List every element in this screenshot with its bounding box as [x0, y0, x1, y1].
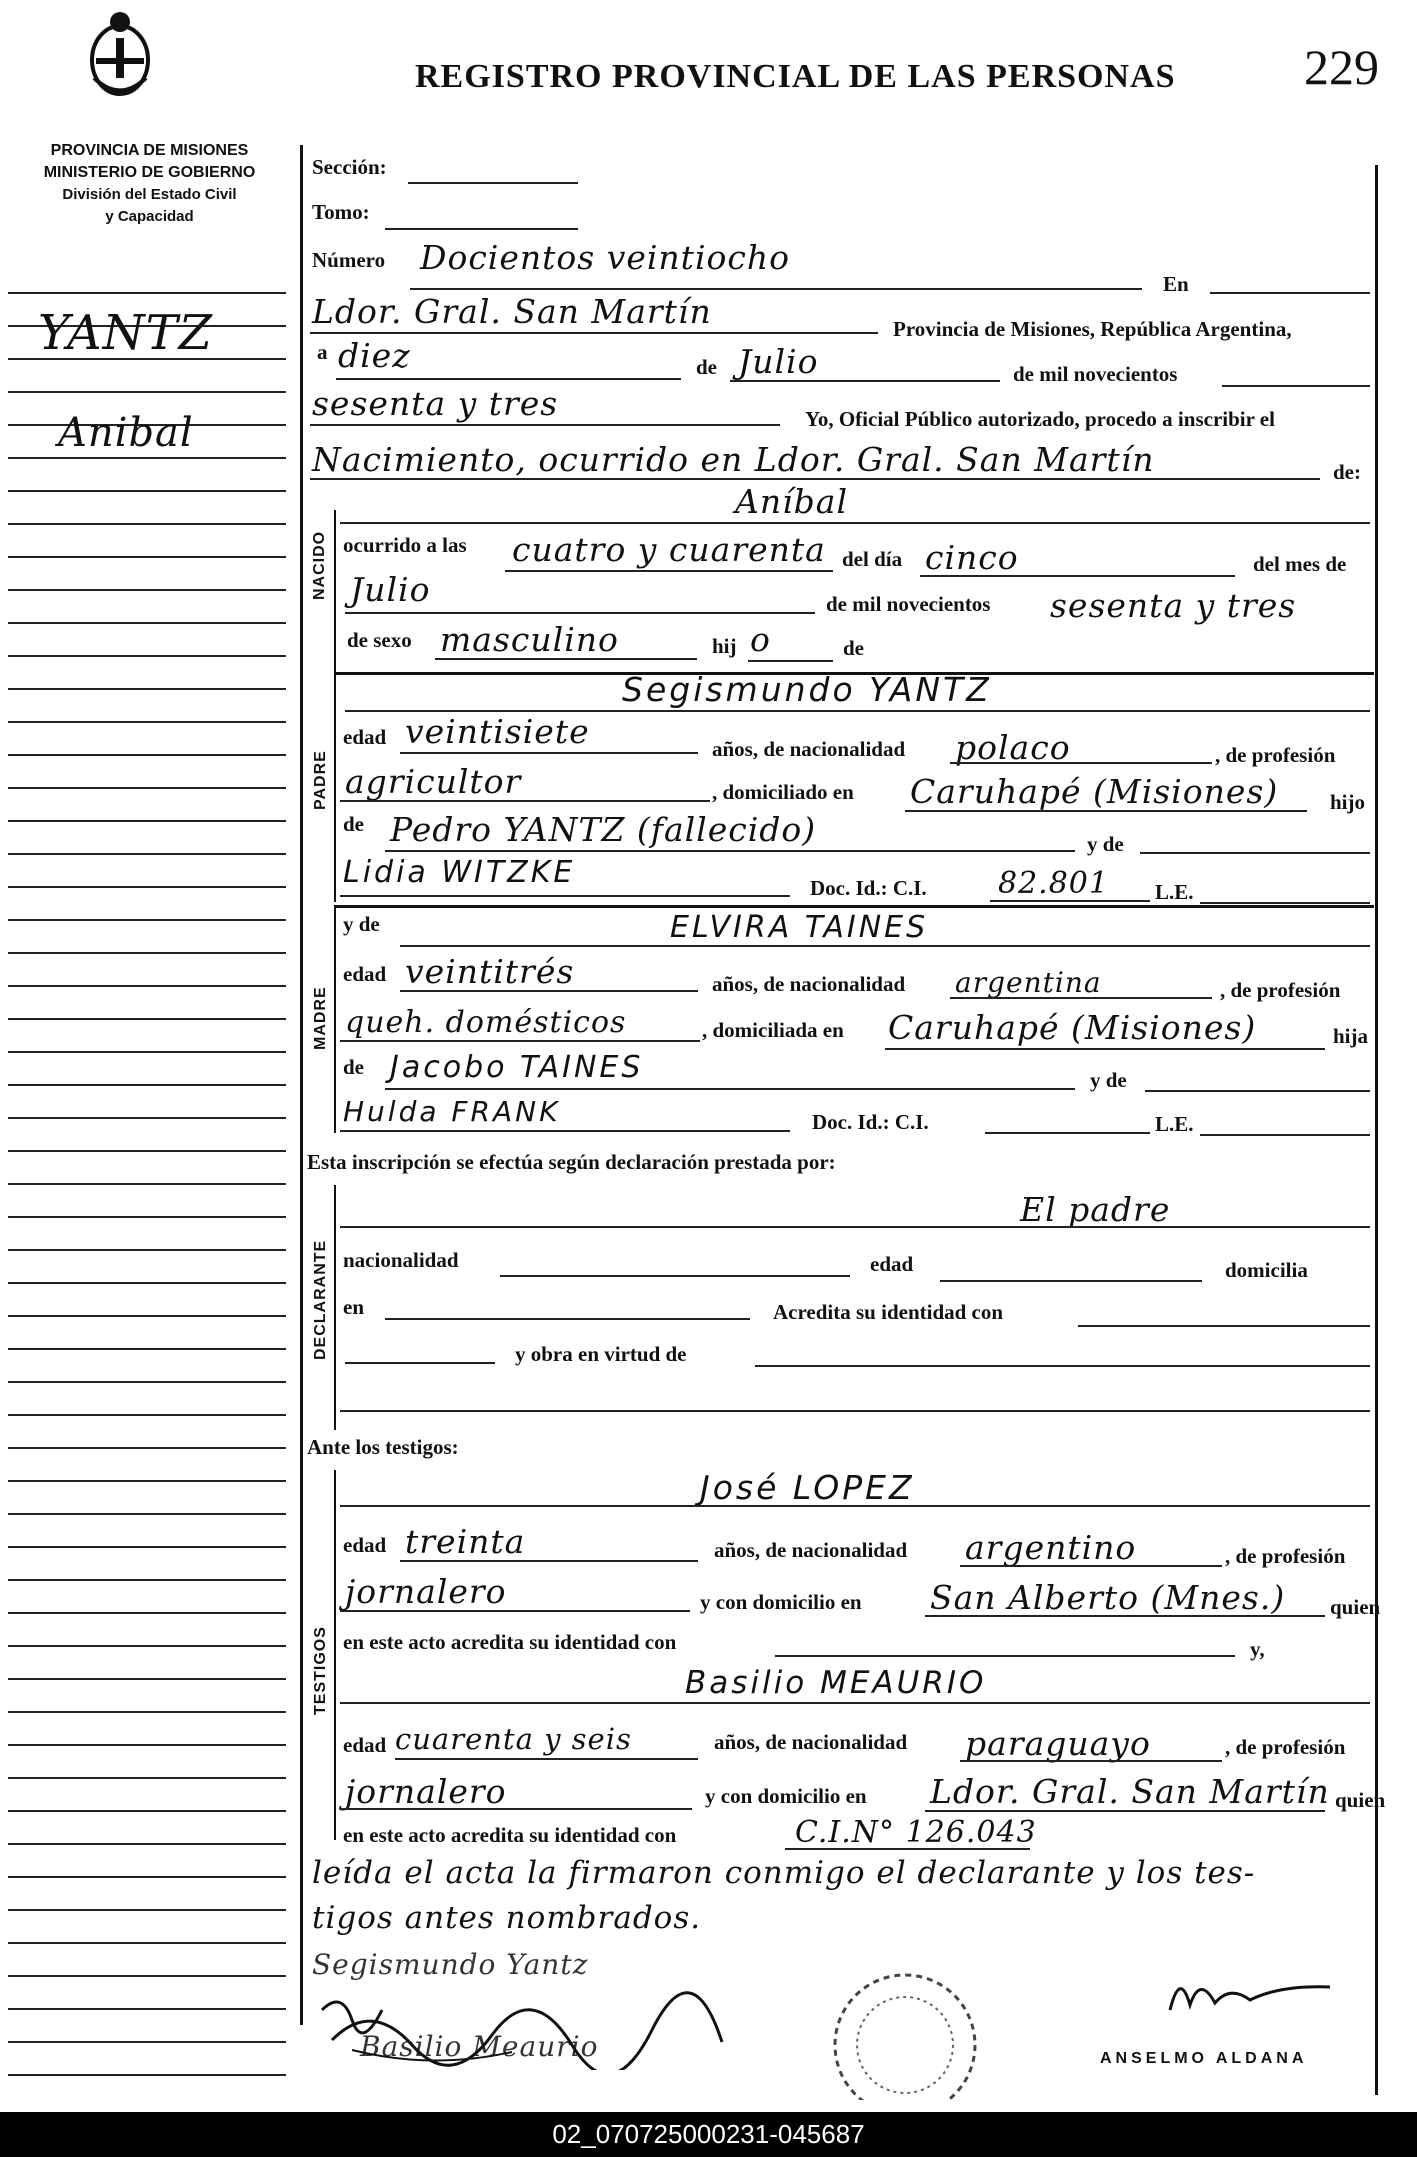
entry-acto: Nacimiento, ocurrido en Ldor. Gral. San Martín [312, 440, 1155, 479]
margin-line [8, 2041, 286, 2043]
document-title: REGISTRO PROVINCIAL DE LAS PERSONAS [415, 58, 1176, 95]
entry-madre-madre: Hulda FRANK [343, 1095, 561, 1128]
label-de: de [696, 355, 717, 379]
label-con-domicilio-t2: y con domicilio en [705, 1784, 867, 1808]
footer-id: 02_070725000231-045687 [552, 2119, 865, 2149]
label-de3: de [343, 812, 364, 836]
margin-line [8, 721, 286, 723]
label-provincia: Provincia de Misiones, República Argentina, [893, 317, 1292, 341]
label-con-domicilio-t1: y con domicilio en [700, 1590, 862, 1614]
label-ocurrido: ocurrido a las [343, 533, 467, 557]
signature-father-text: Segismundo Yantz [312, 1948, 589, 1981]
margin-line [8, 1282, 286, 1284]
margin-line [8, 1579, 286, 1581]
margin-line [8, 1447, 286, 1449]
signature-witness-text: Basilio Meaurio [360, 2030, 599, 2063]
entry-padre-prof: agricultor [345, 762, 522, 801]
label-inscripcion: Esta inscripción se efectúa según declaración prestada por: [307, 1150, 836, 1174]
entry-t2-edad: cuarenta y seis [395, 1722, 632, 1756]
label-acto-t1: en este acto acredita su identidad con [343, 1630, 677, 1654]
label-sexo: de sexo [347, 628, 412, 652]
margin-line [8, 1084, 286, 1086]
margin-line [8, 1909, 286, 1911]
label-domiciliado: , domiciliado en [712, 780, 854, 804]
entry-padre-nombre: Segismundo YANTZ [622, 670, 992, 709]
margin-line [8, 1051, 286, 1053]
label-anos-nac-madre: años, de nacionalidad [712, 972, 906, 996]
signature-father [312, 1948, 588, 1981]
margin-line [8, 1843, 286, 1845]
signature-witness [360, 2030, 598, 2063]
entry-nombre: Aníbal [735, 482, 848, 521]
entry-padre-padre: Pedro YANTZ (fallecido) [390, 810, 817, 849]
margin-line [8, 985, 286, 987]
madre-bracket [334, 905, 336, 1133]
margin-line [8, 1942, 286, 1944]
entry-t2-prof: jornalero [345, 1772, 507, 1811]
margin-line [8, 1315, 286, 1317]
entry-padre-dom: Caruhapé (Misiones) [910, 772, 1279, 811]
testigos-bracket [334, 1470, 336, 1840]
margin-line [8, 820, 286, 822]
label-quien-t1: quien [1330, 1595, 1381, 1619]
margin-line [8, 490, 286, 492]
label-a: a [317, 340, 328, 364]
label-anos-nac-t1: años, de nacionalidad [714, 1538, 908, 1562]
margin-line [8, 622, 286, 624]
entry-padre-madre: Lidia WITZKE [343, 855, 576, 890]
margin-line [8, 1117, 286, 1119]
margin-line [8, 919, 286, 921]
label-y-de-madre: y de [343, 912, 380, 936]
margin-line [8, 787, 286, 789]
entry-lugar: Ldor. Gral. San Martín [312, 292, 712, 331]
side-label-madre: MADRE [312, 986, 329, 1050]
margin-line [8, 1810, 286, 1812]
label-de-madre: de [343, 1055, 364, 1079]
label-yde: y de [1087, 832, 1124, 856]
page-number: 229 [1304, 39, 1379, 95]
margin-line [8, 523, 286, 525]
entry-declarante: El padre [1020, 1190, 1171, 1229]
margin-line [8, 2074, 286, 2076]
margin-line [8, 2008, 286, 2010]
coat-of-arms-icon [80, 8, 160, 100]
margin-line [8, 655, 286, 657]
entry-numero: Docientos veintiocho [420, 238, 790, 277]
margin-line [8, 1414, 286, 1416]
label-acredita: Acredita su identidad con [773, 1300, 1004, 1324]
label-domiciliada: , domiciliada en [702, 1018, 844, 1042]
side-label-testigos: TESTIGOS [312, 1626, 329, 1715]
margin-surname: YANTZ [38, 305, 213, 361]
label-edad-decl: edad [870, 1252, 914, 1276]
declarante-bracket [334, 1185, 336, 1430]
label-de-colon: de: [1333, 460, 1361, 484]
entry-madre-edad: veintitrés [405, 952, 575, 991]
entry-cierre2: tigos antes nombrados. [312, 1900, 702, 1936]
margin-line [8, 1480, 286, 1482]
label-edad-t2: edad [343, 1733, 387, 1757]
label-testigos: Ante los testigos: [307, 1435, 459, 1459]
label-hija: hija [1333, 1024, 1369, 1048]
nacido-bracket [334, 510, 336, 680]
label-anos-nac-t2: años, de nacionalidad [714, 1730, 908, 1754]
official-signature-icon [1160, 1965, 1340, 2025]
org-line3: División del Estado Civil [62, 186, 237, 203]
label-edad: edad [343, 725, 387, 749]
margin-line [8, 1711, 286, 1713]
label-hijo2: hijo [1330, 790, 1366, 814]
entry-madre-padre: Jacobo TAINES [390, 1050, 644, 1085]
label-anos-nac: años, de nacionalidad [712, 737, 906, 761]
label-mil2: de mil novecientos [826, 592, 991, 616]
entry-padre-ci: 82.801 [998, 866, 1109, 901]
margin-line [8, 1546, 286, 1548]
margin-line [8, 391, 286, 393]
margin-line [8, 1876, 286, 1878]
margin-line [8, 853, 286, 855]
entry-testigo2: Basilio MEAURIO [685, 1665, 987, 1701]
label-quien-t2: quien [1335, 1788, 1386, 1812]
label-del-mes: del mes de [1253, 552, 1347, 576]
official-seal-icon [805, 1950, 1005, 2100]
margin-line [8, 1150, 286, 1152]
entry-t2-ci: C.I.N° 126.043 [795, 1815, 1037, 1850]
entry-anio-nac: sesenta y tres [1050, 586, 1297, 625]
margin-line [8, 952, 286, 954]
label-numero: Número [312, 248, 386, 272]
margin-line [8, 886, 286, 888]
label-prof: , de profesión [1215, 743, 1336, 767]
label-de2: de [843, 636, 864, 660]
label-oficial: Yo, Oficial Público autorizado, procedo a inscribir el [805, 407, 1275, 431]
entry-padre-edad: veintisiete [405, 712, 590, 751]
label-yde-madre: y de [1090, 1068, 1127, 1092]
entry-madre-nombre: ELVIRA TAINES [670, 910, 929, 945]
margin-line [8, 1975, 286, 1977]
label-prof-t1: , de profesión [1225, 1544, 1346, 1568]
label-le-madre: L.E. [1155, 1112, 1194, 1136]
label-prof-madre: , de profesión [1220, 978, 1341, 1002]
entry-t2-nac: paraguayo [965, 1724, 1151, 1763]
label-en: En [1163, 272, 1189, 296]
label-nacionalidad: nacionalidad [343, 1248, 459, 1272]
margin-line [8, 1777, 286, 1779]
margin-given-name: Anibal [58, 410, 194, 456]
entry-cierre1: leída el acta la firmaron conmigo el declarante y los tes- [312, 1855, 1256, 1891]
padre-bracket [334, 672, 336, 902]
margin-line [8, 589, 286, 591]
margin-line [8, 457, 286, 459]
margin-line [8, 556, 286, 558]
margin-line [8, 292, 286, 294]
entry-t1-dom: San Alberto (Mnes.) [930, 1578, 1286, 1617]
label-prof-t2: , de profesión [1225, 1735, 1346, 1759]
entry-madre-nac: argentina [955, 966, 1102, 999]
entry-mes-nac: Julio [350, 570, 431, 609]
official-stamp-name: ANSELMO ALDANA [1100, 2050, 1308, 2067]
org-line4: y Capacidad [105, 208, 194, 225]
label-hijo: hij [712, 634, 737, 658]
side-label-declarante: DECLARANTE [312, 1239, 329, 1360]
org-line2: MINISTERIO DE GOBIERNO [43, 164, 256, 181]
label-edad-t1: edad [343, 1533, 387, 1557]
entry-mes: Julio [738, 342, 819, 381]
entry-dia: diez [338, 336, 411, 375]
entry-t2-dom: Ldor. Gral. San Martín [930, 1772, 1330, 1811]
label-docid-madre: Doc. Id.: C.I. [812, 1110, 929, 1134]
margin-line [8, 1678, 286, 1680]
entry-padre-nac: polaco [955, 728, 1071, 767]
margin-line [8, 688, 286, 690]
entry-t1-edad: treinta [405, 1522, 526, 1561]
org-block [12, 140, 287, 228]
margin-line [8, 1381, 286, 1383]
entry-dia-nac: cinco [925, 538, 1019, 577]
entry-testigo1: José LOPEZ [700, 1468, 915, 1507]
entry-sexo: masculino [440, 620, 619, 659]
entry-hora: cuatro y cuarenta [512, 530, 826, 569]
madre-top [334, 905, 1374, 908]
label-seccion: Sección: [312, 155, 387, 179]
side-label-padre: PADRE [312, 750, 329, 810]
margin-line [8, 1612, 286, 1614]
label-acto-t2: en este acto acredita su identidad con [343, 1823, 677, 1847]
entry-t1-prof: jornalero [345, 1572, 507, 1611]
footer-bar [0, 2112, 1417, 2157]
label-en2: en [343, 1295, 364, 1319]
label-docid: Doc. Id.: C.I. [810, 876, 927, 900]
margin-line [8, 1645, 286, 1647]
label-edad-madre: edad [343, 962, 387, 986]
label-le: L.E. [1155, 880, 1194, 904]
margin-line [8, 1216, 286, 1218]
margin-line [8, 1018, 286, 1020]
entry-hijo-suffix: o [750, 620, 771, 659]
label-domicilia: domicilia [1225, 1258, 1308, 1282]
side-label-nacido: NACIDO [311, 530, 328, 600]
margin-line [8, 1744, 286, 1746]
margin-line [8, 1513, 286, 1515]
org-line1: PROVINCIA DE MISIONES [50, 142, 249, 159]
frame-left [300, 145, 303, 2025]
label-tomo: Tomo: [312, 200, 370, 224]
entry-madre-dom: Caruhapé (Misiones) [888, 1008, 1257, 1047]
margin-line [8, 1348, 286, 1350]
label-del-dia: del día [842, 547, 903, 571]
margin-line [8, 754, 286, 756]
entry-madre-prof: queh. domésticos [345, 1005, 627, 1040]
entry-anio: sesenta y tres [312, 384, 559, 423]
label-obra: y obra en virtud de [515, 1342, 687, 1366]
entry-t1-nac: argentino [965, 1528, 1137, 1567]
label-mil: de mil novecientos [1013, 362, 1178, 386]
label-y-comma: y, [1250, 1637, 1265, 1661]
margin-line [8, 1249, 286, 1251]
margin-line [8, 1183, 286, 1185]
